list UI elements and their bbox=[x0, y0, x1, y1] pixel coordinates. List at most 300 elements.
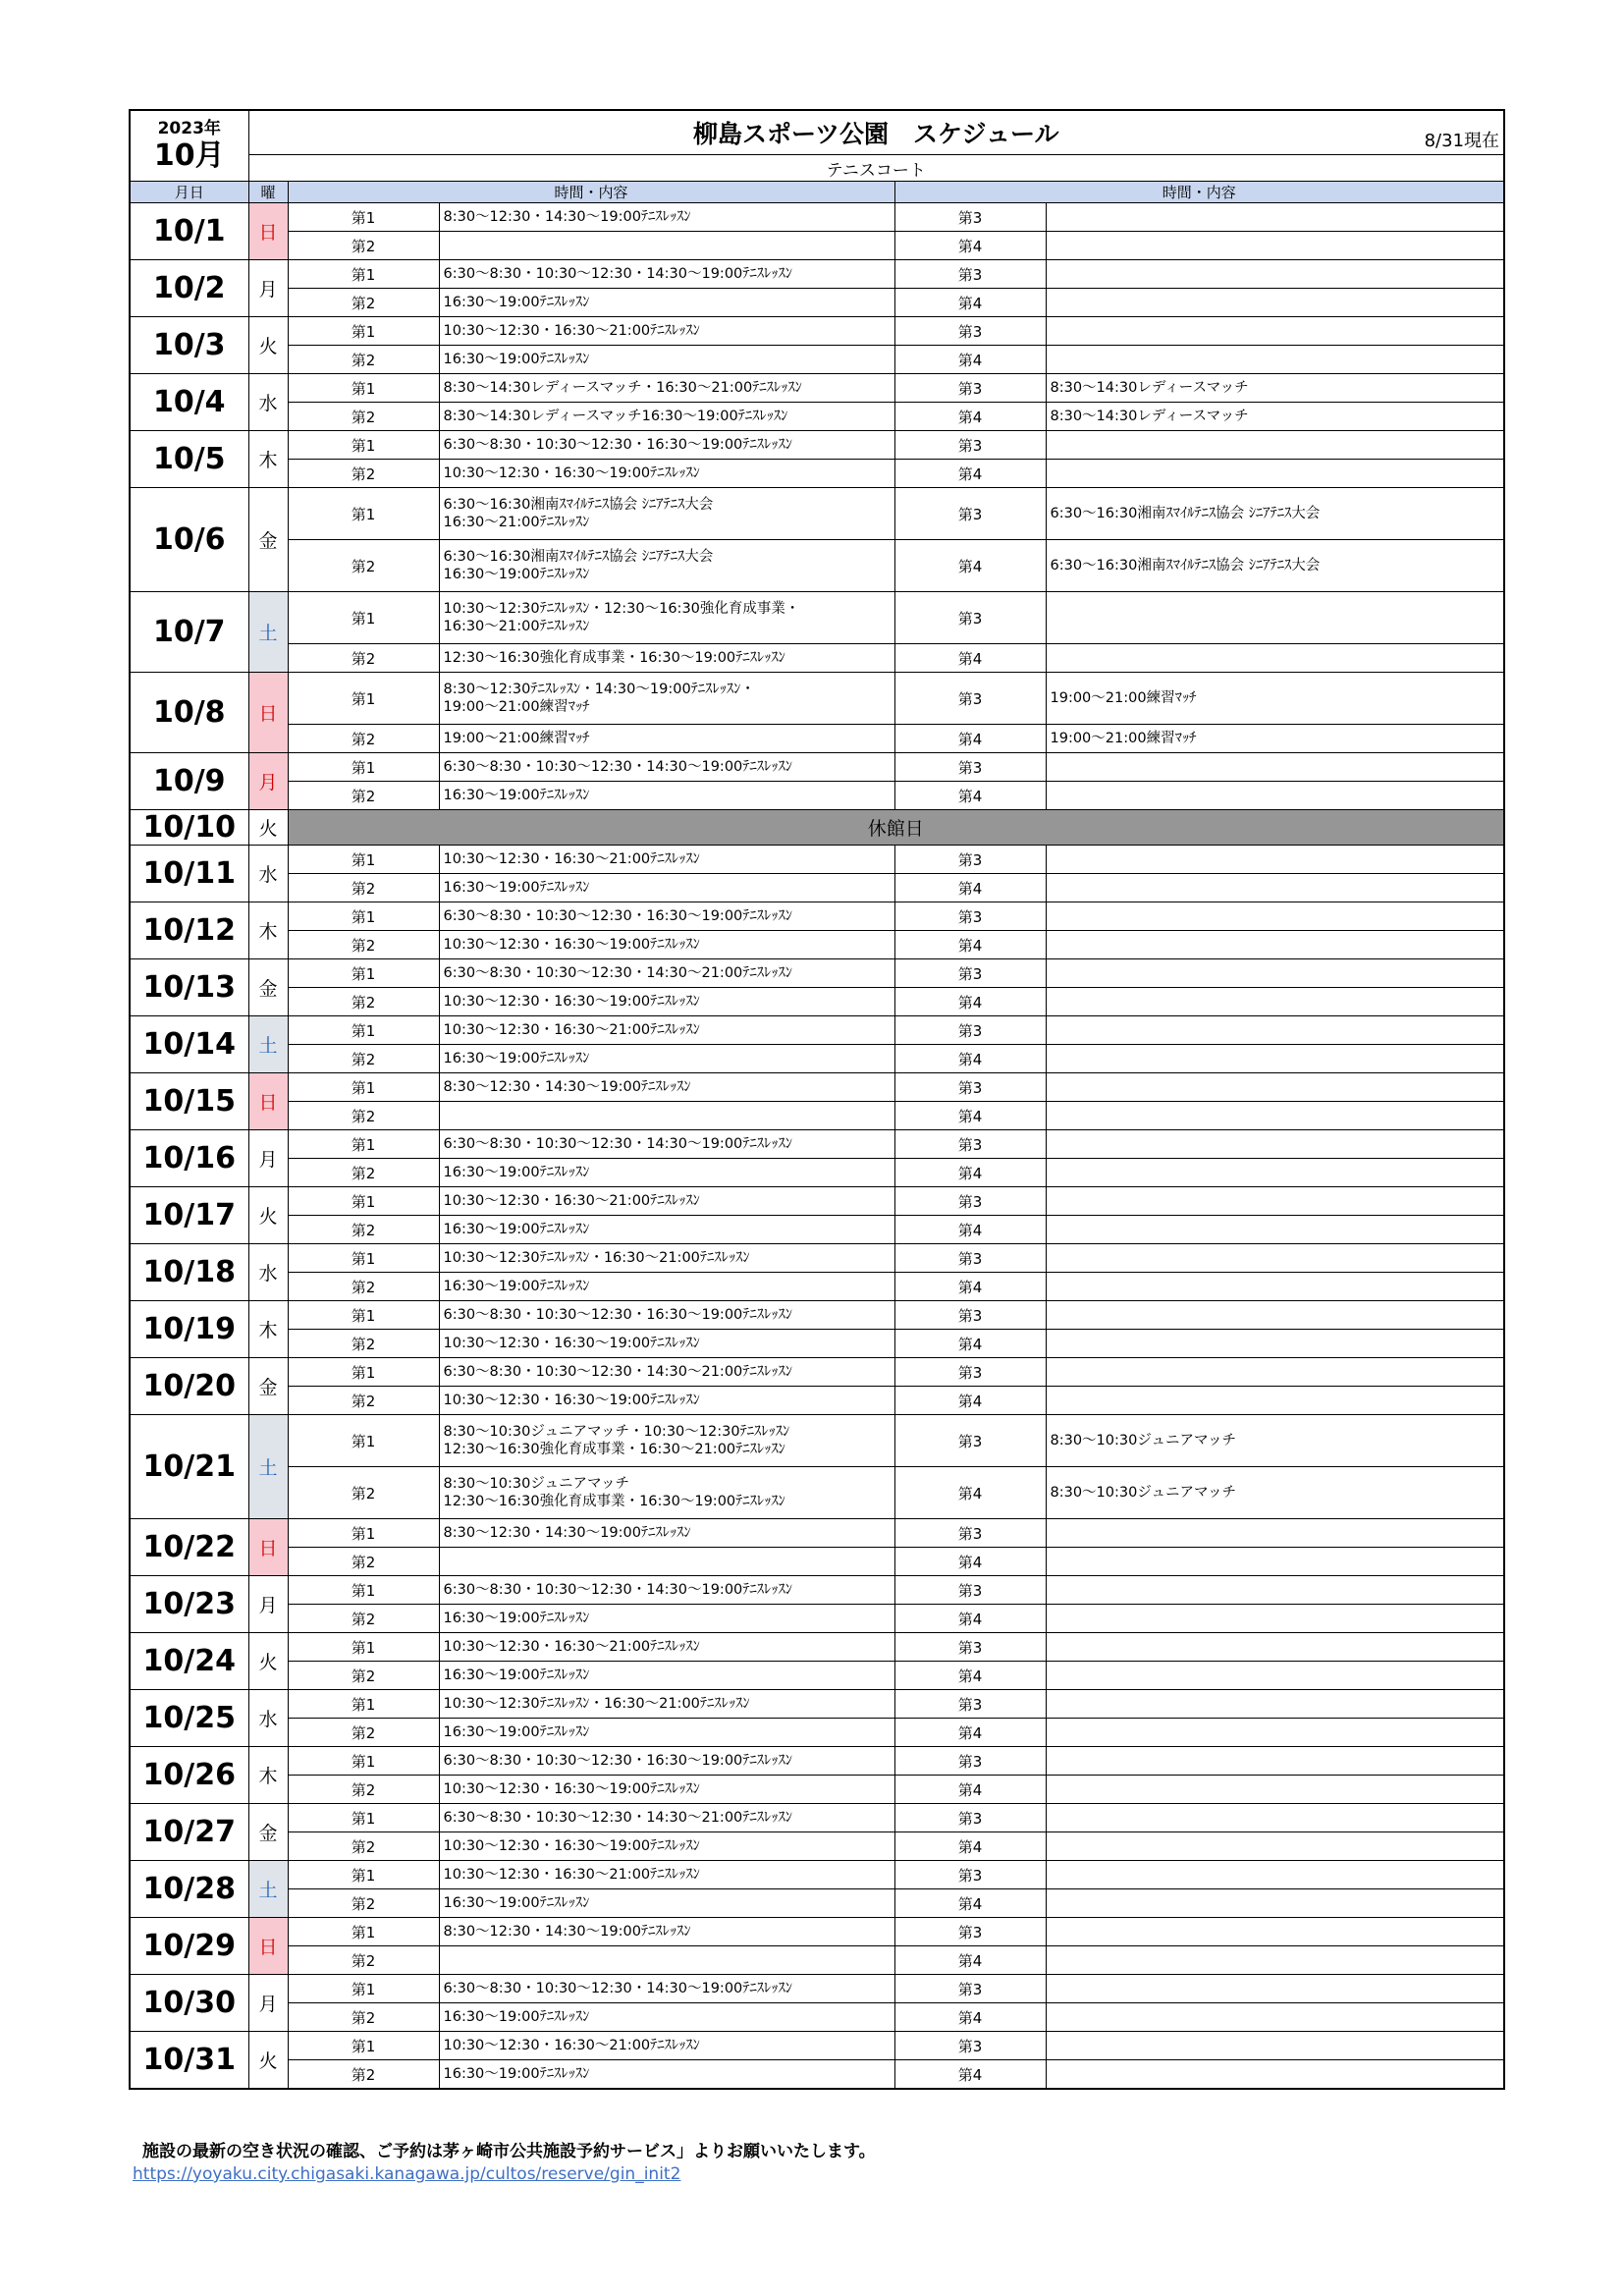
court-label: 第1 bbox=[288, 203, 439, 232]
court-label: 第4 bbox=[894, 1548, 1046, 1576]
title-text: 柳島スポーツ公園 スケジュール bbox=[693, 120, 1059, 148]
court-label: 第1 bbox=[288, 753, 439, 782]
court-4-schedule bbox=[1046, 1719, 1504, 1747]
court-label: 第4 bbox=[894, 540, 1046, 592]
day-of-week: 木 bbox=[248, 1747, 288, 1804]
day-of-week: 日 bbox=[248, 673, 288, 753]
court-2-schedule: 16:30～19:00ﾃﾆｽﾚｯｽﾝ bbox=[439, 1045, 894, 1073]
day-date: 10/26 bbox=[130, 1747, 248, 1804]
court-label: 第3 bbox=[894, 488, 1046, 540]
court-label: 第2 bbox=[288, 1102, 439, 1130]
court-2-schedule: 10:30～12:30・16:30～19:00ﾃﾆｽﾚｯｽﾝ bbox=[439, 1387, 894, 1415]
court-4-schedule bbox=[1046, 346, 1504, 374]
court-label: 第3 bbox=[894, 1187, 1046, 1216]
court-label: 第3 bbox=[894, 431, 1046, 460]
court-label: 第3 bbox=[894, 846, 1046, 874]
day-of-week: 水 bbox=[248, 846, 288, 902]
court-1-schedule: 6:30～8:30・10:30～12:30・14:30～19:00ﾃﾆｽﾚｯｽﾝ bbox=[439, 1130, 894, 1159]
day-row bbox=[130, 1804, 1504, 1832]
court-2-schedule: 16:30～19:00ﾃﾆｽﾚｯｽﾝ bbox=[439, 1605, 894, 1633]
court-label: 第2 bbox=[288, 644, 439, 673]
day-of-week: 金 bbox=[248, 959, 288, 1016]
day-date: 10/24 bbox=[130, 1633, 248, 1690]
court-label: 第4 bbox=[894, 460, 1046, 488]
day-date: 10/28 bbox=[130, 1861, 248, 1918]
day-row bbox=[130, 1975, 1504, 2003]
court-2-schedule: 12:30～16:30強化育成事業・16:30～19:00ﾃﾆｽﾚｯｽﾝ bbox=[439, 644, 894, 673]
court-4-schedule bbox=[1046, 1045, 1504, 1073]
day-row bbox=[130, 959, 1504, 988]
court-label: 第1 bbox=[288, 1244, 439, 1273]
court-label: 第2 bbox=[288, 931, 439, 959]
court-label: 第1 bbox=[288, 1918, 439, 1946]
court-2-schedule: 16:30～19:00ﾃﾆｽﾚｯｽﾝ bbox=[439, 2060, 894, 2090]
court-2-schedule: 16:30～19:00ﾃﾆｽﾚｯｽﾝ bbox=[439, 1273, 894, 1301]
court-label: 第3 bbox=[894, 1301, 1046, 1330]
court-2-schedule: 16:30～19:00ﾃﾆｽﾚｯｽﾝ bbox=[439, 782, 894, 810]
court-1-schedule: 8:30～12:30・14:30～19:00ﾃﾆｽﾚｯｽﾝ bbox=[439, 1918, 894, 1946]
court-4-schedule bbox=[1046, 1387, 1504, 1415]
court-label: 第1 bbox=[288, 260, 439, 289]
court-label: 第2 bbox=[288, 460, 439, 488]
day-date: 10/18 bbox=[130, 1244, 248, 1301]
court-label: 第4 bbox=[894, 1330, 1046, 1358]
court-label: 第1 bbox=[288, 902, 439, 931]
day-date: 10/4 bbox=[130, 374, 248, 431]
day-date: 10/29 bbox=[130, 1918, 248, 1975]
court-label: 第2 bbox=[288, 232, 439, 260]
year-label: 2023年 bbox=[157, 119, 221, 138]
court-1-schedule: 8:30～12:30・14:30～19:00ﾃﾆｽﾚｯｽﾝ bbox=[439, 1073, 894, 1102]
court-label: 第3 bbox=[894, 317, 1046, 346]
court-4-schedule bbox=[1046, 1330, 1504, 1358]
court-1-schedule: 6:30～8:30・10:30～12:30・14:30～21:00ﾃﾆｽﾚｯｽﾝ bbox=[439, 959, 894, 988]
court-1-schedule: 10:30～12:30・16:30～21:00ﾃﾆｽﾚｯｽﾝ bbox=[439, 846, 894, 874]
court-4-schedule bbox=[1046, 1216, 1504, 1244]
day-of-week: 日 bbox=[248, 1073, 288, 1130]
day-date: 10/17 bbox=[130, 1187, 248, 1244]
court-2-schedule: 10:30～12:30・16:30～19:00ﾃﾆｽﾚｯｽﾝ bbox=[439, 1832, 894, 1861]
court-label: 第4 bbox=[894, 1889, 1046, 1918]
day-of-week: 日 bbox=[248, 1519, 288, 1576]
court-label: 第3 bbox=[894, 1918, 1046, 1946]
court-label: 第1 bbox=[288, 2032, 439, 2060]
court-label: 第4 bbox=[894, 232, 1046, 260]
court-label: 第1 bbox=[288, 1301, 439, 1330]
court-3-schedule bbox=[1046, 1861, 1504, 1889]
court-4-schedule: 8:30～14:30レディースマッチ bbox=[1046, 403, 1504, 431]
court-4-schedule bbox=[1046, 1273, 1504, 1301]
court-label: 第1 bbox=[288, 592, 439, 644]
court-label: 第3 bbox=[894, 959, 1046, 988]
day-row bbox=[130, 1747, 1504, 1776]
day-date: 10/31 bbox=[130, 2032, 248, 2090]
day-date: 10/9 bbox=[130, 753, 248, 810]
court-4-schedule bbox=[1046, 1662, 1504, 1690]
court-3-schedule bbox=[1046, 592, 1504, 644]
court-3-schedule bbox=[1046, 1519, 1504, 1548]
court-label: 第3 bbox=[894, 902, 1046, 931]
day-row bbox=[130, 374, 1504, 403]
court-1-schedule: 10:30～12:30・16:30～21:00ﾃﾆｽﾚｯｽﾝ bbox=[439, 2032, 894, 2060]
day-of-week: 土 bbox=[248, 1016, 288, 1073]
court-4-schedule: 6:30～16:30湘南ｽﾏｲﾙﾃﾆｽ協会 ｼﾆｱﾃﾆｽ大会 bbox=[1046, 540, 1504, 592]
court-label: 第3 bbox=[894, 1975, 1046, 2003]
day-row bbox=[130, 2032, 1504, 2060]
court-label: 第1 bbox=[288, 1975, 439, 2003]
court-label: 第4 bbox=[894, 988, 1046, 1016]
court-2-schedule bbox=[439, 232, 894, 260]
schedule-sheet bbox=[129, 109, 1503, 2090]
court-4-schedule bbox=[1046, 1102, 1504, 1130]
day-row-second bbox=[130, 1273, 1504, 1301]
day-row-second bbox=[130, 2003, 1504, 2032]
court-1-schedule: 8:30～14:30レディースマッチ・16:30～21:00ﾃﾆｽﾚｯｽﾝ bbox=[439, 374, 894, 403]
day-row-second bbox=[130, 1045, 1504, 1073]
court-label: 第2 bbox=[288, 289, 439, 317]
court-label: 第4 bbox=[894, 403, 1046, 431]
court-3-schedule bbox=[1046, 1747, 1504, 1776]
day-date: 10/16 bbox=[130, 1130, 248, 1187]
day-row-second bbox=[130, 1832, 1504, 1861]
day-of-week: 月 bbox=[248, 753, 288, 810]
court-label: 第2 bbox=[288, 1662, 439, 1690]
court-1-schedule: 6:30～8:30・10:30～12:30・16:30～19:00ﾃﾆｽﾚｯｽﾝ bbox=[439, 1747, 894, 1776]
court-3-schedule bbox=[1046, 902, 1504, 931]
court-4-schedule bbox=[1046, 1889, 1504, 1918]
day-row-second bbox=[130, 725, 1504, 753]
court-3-schedule bbox=[1046, 1576, 1504, 1605]
day-row bbox=[130, 753, 1504, 782]
court-1-schedule: 6:30～8:30・10:30～12:30・14:30～21:00ﾃﾆｽﾚｯｽﾝ bbox=[439, 1804, 894, 1832]
court-label: 第4 bbox=[894, 1387, 1046, 1415]
court-label: 第4 bbox=[894, 1273, 1046, 1301]
court-1-schedule: 6:30～8:30・10:30～12:30・14:30～19:00ﾃﾆｽﾚｯｽﾝ bbox=[439, 753, 894, 782]
day-row bbox=[130, 1187, 1504, 1216]
day-date: 10/1 bbox=[130, 203, 248, 260]
court-2-schedule: 10:30～12:30・16:30～19:00ﾃﾆｽﾚｯｽﾝ bbox=[439, 1776, 894, 1804]
day-of-week: 月 bbox=[248, 1975, 288, 2032]
court-label: 第4 bbox=[894, 1776, 1046, 1804]
year-month-cell bbox=[130, 110, 248, 182]
court-label: 第1 bbox=[288, 846, 439, 874]
day-row bbox=[130, 1016, 1504, 1045]
court-label: 第1 bbox=[288, 1690, 439, 1719]
court-label: 第4 bbox=[894, 1216, 1046, 1244]
column-header-row bbox=[130, 182, 1504, 203]
day-date: 10/15 bbox=[130, 1073, 248, 1130]
schedule-table bbox=[129, 109, 1505, 2090]
court-1-schedule: 6:30～8:30・10:30～12:30・16:30～19:00ﾃﾆｽﾚｯｽﾝ bbox=[439, 902, 894, 931]
court-label: 第4 bbox=[894, 289, 1046, 317]
day-row-second bbox=[130, 1548, 1504, 1576]
day-row-second bbox=[130, 1776, 1504, 1804]
court-1-schedule: 6:30～16:30湘南ｽﾏｲﾙﾃﾆｽ協会 ｼﾆｱﾃﾆｽ大会 16:30～21:00ﾃﾆｽﾚｯｽﾝ bbox=[439, 488, 894, 540]
court-3-schedule bbox=[1046, 1918, 1504, 1946]
day-date: 10/6 bbox=[130, 488, 248, 592]
day-date: 10/25 bbox=[130, 1690, 248, 1747]
court-label: 第2 bbox=[288, 2060, 439, 2090]
court-label: 第3 bbox=[894, 1016, 1046, 1045]
court-1-schedule: 10:30～12:30ﾃﾆｽﾚｯｽﾝ・12:30～16:30強化育成事業・ 16:30～21:00ﾃﾆｽﾚｯｽﾝ bbox=[439, 592, 894, 644]
day-of-week: 月 bbox=[248, 1130, 288, 1187]
court-label: 第2 bbox=[288, 1946, 439, 1975]
day-of-week: 日 bbox=[248, 1918, 288, 1975]
day-row-second bbox=[130, 460, 1504, 488]
day-row-second bbox=[130, 988, 1504, 1016]
day-row-second bbox=[130, 1102, 1504, 1130]
court-label: 第1 bbox=[288, 1633, 439, 1662]
day-row bbox=[130, 1244, 1504, 1273]
court-3-schedule bbox=[1046, 1073, 1504, 1102]
day-date: 10/11 bbox=[130, 846, 248, 902]
court-label: 第2 bbox=[288, 725, 439, 753]
court-label: 第2 bbox=[288, 1719, 439, 1747]
day-row-second bbox=[130, 1467, 1504, 1519]
court-2-schedule bbox=[439, 1548, 894, 1576]
court-3-schedule bbox=[1046, 203, 1504, 232]
day-row bbox=[130, 673, 1504, 725]
court-label: 第3 bbox=[894, 1690, 1046, 1719]
court-2-schedule: 16:30～19:00ﾃﾆｽﾚｯｽﾝ bbox=[439, 289, 894, 317]
day-row bbox=[130, 902, 1504, 931]
court-label: 第1 bbox=[288, 1804, 439, 1832]
court-label: 第4 bbox=[894, 1045, 1046, 1073]
court-2-schedule: 10:30～12:30・16:30～19:00ﾃﾆｽﾚｯｽﾝ bbox=[439, 988, 894, 1016]
day-row-second bbox=[130, 2060, 1504, 2090]
court-label: 第2 bbox=[288, 1045, 439, 1073]
court-label: 第3 bbox=[894, 1358, 1046, 1387]
court-label: 第2 bbox=[288, 2003, 439, 2032]
court-1-schedule: 10:30～12:30・16:30～21:00ﾃﾆｽﾚｯｽﾝ bbox=[439, 1187, 894, 1216]
day-row-second bbox=[130, 1946, 1504, 1975]
day-date: 10/23 bbox=[130, 1576, 248, 1633]
as-of-date: 8/31現在 bbox=[1424, 131, 1500, 151]
court-label: 第1 bbox=[288, 1576, 439, 1605]
court-4-schedule bbox=[1046, 644, 1504, 673]
court-label: 第2 bbox=[288, 346, 439, 374]
court-label: 第2 bbox=[288, 1467, 439, 1519]
court-label: 第1 bbox=[288, 1073, 439, 1102]
court-3-schedule bbox=[1046, 1975, 1504, 2003]
col-header-content-right: 時間・内容 bbox=[894, 182, 1504, 203]
court-3-schedule bbox=[1046, 1690, 1504, 1719]
court-label: 第3 bbox=[894, 753, 1046, 782]
day-row bbox=[130, 317, 1504, 346]
day-row bbox=[130, 1633, 1504, 1662]
court-2-schedule: 10:30～12:30・16:30～19:00ﾃﾆｽﾚｯｽﾝ bbox=[439, 1330, 894, 1358]
day-row bbox=[130, 1415, 1504, 1467]
day-date: 10/12 bbox=[130, 902, 248, 959]
day-date: 10/19 bbox=[130, 1301, 248, 1358]
court-1-schedule: 10:30～12:30・16:30～21:00ﾃﾆｽﾚｯｽﾝ bbox=[439, 1633, 894, 1662]
court-1-schedule: 10:30～12:30・16:30～21:00ﾃﾆｽﾚｯｽﾝ bbox=[439, 1016, 894, 1045]
court-label: 第4 bbox=[894, 1662, 1046, 1690]
day-row-second bbox=[130, 782, 1504, 810]
court-label: 第3 bbox=[894, 2032, 1046, 2060]
day-row bbox=[130, 260, 1504, 289]
court-label: 第1 bbox=[288, 1358, 439, 1387]
court-3-schedule: 6:30～16:30湘南ｽﾏｲﾙﾃﾆｽ協会 ｼﾆｱﾃﾆｽ大会 bbox=[1046, 488, 1504, 540]
day-date: 10/30 bbox=[130, 1975, 248, 2032]
court-4-schedule bbox=[1046, 2003, 1504, 2032]
court-3-schedule bbox=[1046, 1301, 1504, 1330]
court-2-schedule: 16:30～19:00ﾃﾆｽﾚｯｽﾝ bbox=[439, 1889, 894, 1918]
day-row bbox=[130, 431, 1504, 460]
court-label: 第4 bbox=[894, 874, 1046, 902]
court-label: 第1 bbox=[288, 1130, 439, 1159]
day-row bbox=[130, 1918, 1504, 1946]
court-2-schedule: 8:30～10:30ジュニアマッチ 12:30～16:30強化育成事業・16:30～19:00ﾃﾆｽﾚｯｽﾝ bbox=[439, 1467, 894, 1519]
day-of-week: 木 bbox=[248, 902, 288, 959]
court-3-schedule bbox=[1046, 2032, 1504, 2060]
court-label: 第3 bbox=[894, 1861, 1046, 1889]
court-label: 第2 bbox=[288, 782, 439, 810]
page-title bbox=[248, 110, 1504, 155]
court-label: 第1 bbox=[288, 374, 439, 403]
court-label: 第3 bbox=[894, 203, 1046, 232]
col-header-content-left: 時間・内容 bbox=[288, 182, 894, 203]
court-3-schedule bbox=[1046, 1016, 1504, 1045]
court-1-schedule: 10:30～12:30ﾃﾆｽﾚｯｽﾝ・16:30～21:00ﾃﾆｽﾚｯｽﾝ bbox=[439, 1690, 894, 1719]
day-row bbox=[130, 488, 1504, 540]
court-label: 第1 bbox=[288, 1861, 439, 1889]
court-1-schedule: 8:30～10:30ジュニアマッチ・10:30～12:30ﾃﾆｽﾚｯｽﾝ 12:30～16:30強化育成事業・16:30～21:00ﾃﾆｽﾚｯｽﾝ bbox=[439, 1415, 894, 1467]
court-3-schedule bbox=[1046, 1358, 1504, 1387]
court-4-schedule bbox=[1046, 1832, 1504, 1861]
day-row-second bbox=[130, 931, 1504, 959]
court-label: 第4 bbox=[894, 2003, 1046, 2032]
day-date: 10/20 bbox=[130, 1358, 248, 1415]
court-4-schedule bbox=[1046, 931, 1504, 959]
day-of-week: 月 bbox=[248, 260, 288, 317]
court-1-schedule: 10:30～12:30・16:30～21:00ﾃﾆｽﾚｯｽﾝ bbox=[439, 317, 894, 346]
court-4-schedule: 19:00～21:00練習ﾏｯﾁ bbox=[1046, 725, 1504, 753]
court-1-schedule: 6:30～8:30・10:30～12:30・14:30～19:00ﾃﾆｽﾚｯｽﾝ bbox=[439, 260, 894, 289]
court-label: 第3 bbox=[894, 1747, 1046, 1776]
court-4-schedule bbox=[1046, 289, 1504, 317]
day-row bbox=[130, 1358, 1504, 1387]
court-2-schedule: 16:30～19:00ﾃﾆｽﾚｯｽﾝ bbox=[439, 1216, 894, 1244]
day-of-week: 水 bbox=[248, 374, 288, 431]
court-label: 第1 bbox=[288, 488, 439, 540]
court-label: 第4 bbox=[894, 1102, 1046, 1130]
day-row bbox=[130, 1576, 1504, 1605]
day-date: 10/14 bbox=[130, 1016, 248, 1073]
day-of-week: 月 bbox=[248, 1576, 288, 1633]
court-2-schedule: 16:30～19:00ﾃﾆｽﾚｯｽﾝ bbox=[439, 1719, 894, 1747]
day-date: 10/2 bbox=[130, 260, 248, 317]
court-4-schedule bbox=[1046, 460, 1504, 488]
court-label: 第4 bbox=[894, 2060, 1046, 2090]
court-2-schedule: 6:30～16:30湘南ｽﾏｲﾙﾃﾆｽ協会 ｼﾆｱﾃﾆｽ大会 16:30～19:00ﾃﾆｽﾚｯｽﾝ bbox=[439, 540, 894, 592]
court-4-schedule bbox=[1046, 232, 1504, 260]
court-3-schedule bbox=[1046, 1187, 1504, 1216]
court-3-schedule bbox=[1046, 1633, 1504, 1662]
court-1-schedule: 6:30～8:30・10:30～12:30・14:30～19:00ﾃﾆｽﾚｯｽﾝ bbox=[439, 1975, 894, 2003]
court-label: 第3 bbox=[894, 1519, 1046, 1548]
day-of-week: 金 bbox=[248, 488, 288, 592]
court-label: 第2 bbox=[288, 540, 439, 592]
day-of-week: 土 bbox=[248, 592, 288, 673]
court-4-schedule bbox=[1046, 782, 1504, 810]
court-label: 第4 bbox=[894, 644, 1046, 673]
court-4-schedule bbox=[1046, 1548, 1504, 1576]
day-of-week: 土 bbox=[248, 1861, 288, 1918]
court-3-schedule: 8:30～10:30ジュニアマッチ bbox=[1046, 1415, 1504, 1467]
court-4-schedule bbox=[1046, 2060, 1504, 2090]
court-3-schedule bbox=[1046, 846, 1504, 874]
day-of-week: 火 bbox=[248, 1633, 288, 1690]
day-row bbox=[130, 846, 1504, 874]
day-of-week: 水 bbox=[248, 1690, 288, 1747]
court-3-schedule bbox=[1046, 1244, 1504, 1273]
court-3-schedule bbox=[1046, 260, 1504, 289]
facility-name: テニスコート bbox=[248, 155, 1504, 182]
court-label: 第1 bbox=[288, 1415, 439, 1467]
day-row-second bbox=[130, 403, 1504, 431]
day-row bbox=[130, 1519, 1504, 1548]
day-row-second bbox=[130, 346, 1504, 374]
court-label: 第1 bbox=[288, 1016, 439, 1045]
day-row bbox=[130, 1301, 1504, 1330]
day-date: 10/13 bbox=[130, 959, 248, 1016]
court-2-schedule bbox=[439, 1102, 894, 1130]
day-row-second bbox=[130, 874, 1504, 902]
court-label: 第2 bbox=[288, 1889, 439, 1918]
court-label: 第1 bbox=[288, 431, 439, 460]
reservation-link[interactable]: https://yoyaku.city.chigasaki.kanagawa.jp/cultos/reserve/gin_init2 bbox=[133, 2164, 681, 2184]
court-label: 第4 bbox=[894, 1159, 1046, 1187]
day-of-week: 火 bbox=[248, 317, 288, 374]
court-label: 第4 bbox=[894, 782, 1046, 810]
day-date: 10/5 bbox=[130, 431, 248, 488]
court-1-schedule: 6:30～8:30・10:30～12:30・14:30～21:00ﾃﾆｽﾚｯｽﾝ bbox=[439, 1358, 894, 1387]
court-1-schedule: 8:30～12:30・14:30～19:00ﾃﾆｽﾚｯｽﾝ bbox=[439, 203, 894, 232]
day-of-week: 火 bbox=[248, 1187, 288, 1244]
court-label: 第2 bbox=[288, 403, 439, 431]
day-date: 10/21 bbox=[130, 1415, 248, 1519]
day-row bbox=[130, 1130, 1504, 1159]
court-label: 第2 bbox=[288, 988, 439, 1016]
court-label: 第2 bbox=[288, 1605, 439, 1633]
court-label: 第2 bbox=[288, 1273, 439, 1301]
court-label: 第1 bbox=[288, 673, 439, 725]
court-label: 第1 bbox=[288, 959, 439, 988]
day-row-second bbox=[130, 540, 1504, 592]
court-label: 第4 bbox=[894, 1946, 1046, 1975]
day-row-second bbox=[130, 232, 1504, 260]
court-label: 第2 bbox=[288, 1159, 439, 1187]
day-of-week: 木 bbox=[248, 431, 288, 488]
court-label: 第3 bbox=[894, 1633, 1046, 1662]
col-header-date: 月日 bbox=[130, 182, 248, 203]
day-row bbox=[130, 1690, 1504, 1719]
court-label: 第4 bbox=[894, 1605, 1046, 1633]
court-2-schedule bbox=[439, 1946, 894, 1975]
day-date: 10/22 bbox=[130, 1519, 248, 1576]
day-date: 10/7 bbox=[130, 592, 248, 673]
court-label: 第1 bbox=[288, 317, 439, 346]
court-label: 第2 bbox=[288, 1216, 439, 1244]
closed-day: 休館日 bbox=[288, 810, 1504, 846]
court-3-schedule bbox=[1046, 959, 1504, 988]
court-label: 第2 bbox=[288, 874, 439, 902]
court-3-schedule bbox=[1046, 317, 1504, 346]
court-1-schedule: 6:30～8:30・10:30～12:30・16:30～19:00ﾃﾆｽﾚｯｽﾝ bbox=[439, 1301, 894, 1330]
day-row bbox=[130, 592, 1504, 644]
day-row-second bbox=[130, 1330, 1504, 1358]
